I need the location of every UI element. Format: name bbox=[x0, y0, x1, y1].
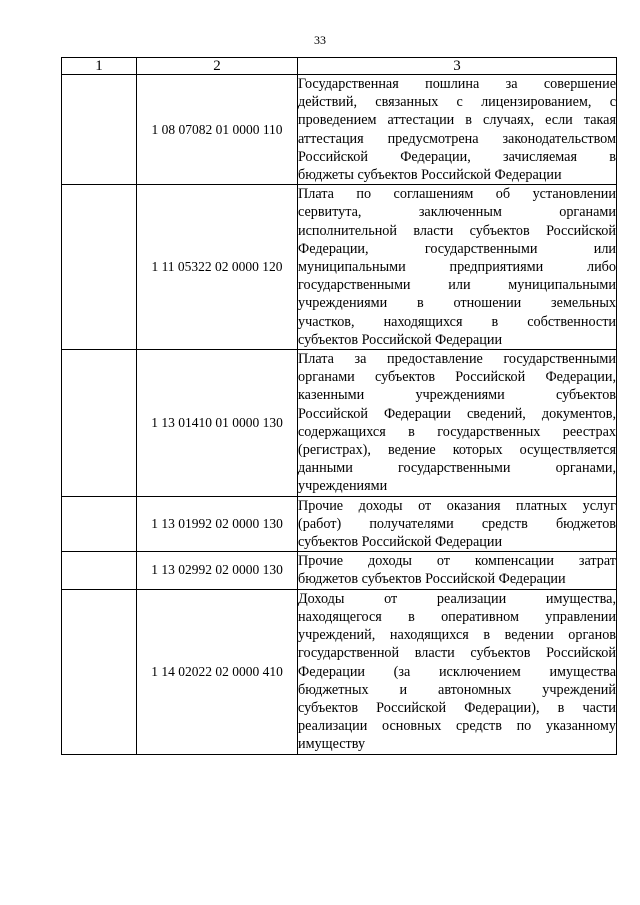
description-line: проведением аттестации в случаях, если такая bbox=[298, 112, 616, 129]
description-line: Федерации, государственными или bbox=[298, 240, 616, 257]
description-line: (регистрах), ведение которых осуществляется bbox=[298, 442, 616, 459]
revenue-description-cell bbox=[298, 496, 617, 552]
row-number-cell bbox=[62, 75, 137, 185]
revenue-description-cell bbox=[298, 75, 617, 185]
table-body bbox=[62, 75, 617, 755]
description-line: муниципальными предприятиями либо bbox=[298, 259, 616, 276]
description-line: исполнительной власти субъектов Российской bbox=[298, 222, 616, 239]
description-line: учреждениями bbox=[298, 478, 388, 495]
revenue-description-cell bbox=[298, 589, 617, 754]
description-line: бюджетов субъектов Российской Федерации bbox=[298, 571, 566, 588]
budget-code-cell: 1 13 01410 01 0000 130 bbox=[137, 350, 298, 497]
description-line: государственными или муниципальными bbox=[298, 277, 616, 294]
column-header-1: 1 bbox=[62, 58, 137, 75]
description-line: субъектов Российской Федерации bbox=[298, 534, 503, 551]
table-row bbox=[62, 185, 617, 350]
description-line: учреждениями в отношении земельных bbox=[298, 295, 616, 312]
description-line: Плата по соглашениям об установлении bbox=[298, 186, 616, 203]
table-row bbox=[62, 496, 617, 552]
revenue-description-cell bbox=[298, 350, 617, 497]
description-line: Российской Федерации сведений, документов, bbox=[298, 405, 616, 422]
description-line: сервитута, заключенным органами bbox=[298, 204, 616, 221]
description-line: государственной власти субъектов Российской bbox=[298, 645, 616, 662]
description-line: Государственная пошлина за совершение bbox=[298, 76, 616, 92]
table-row bbox=[62, 350, 617, 497]
column-header-2: 2 bbox=[137, 58, 298, 75]
budget-code-cell: 1 13 02992 02 0000 130 bbox=[137, 552, 298, 589]
description-line: Федерации (за исключением имущества bbox=[298, 663, 616, 680]
description-line: действий, связанных с лицензированием, с bbox=[298, 94, 616, 111]
row-number-cell bbox=[62, 589, 137, 754]
budget-code-cell: 1 14 02022 02 0000 410 bbox=[137, 589, 298, 754]
page-number: 33 bbox=[314, 33, 326, 47]
table-row bbox=[62, 75, 617, 185]
description-line: Российской Федерации, зачисляемая в bbox=[298, 148, 616, 165]
column-header-3: 3 bbox=[298, 58, 617, 75]
row-number-cell bbox=[62, 350, 137, 497]
description-line: аттестация предусмотрена законодательством bbox=[298, 130, 616, 147]
description-line: Доходы от реализации имущества, bbox=[298, 590, 616, 607]
revenue-description-cell bbox=[298, 185, 617, 350]
description-line: Прочие доходы от компенсации затрат bbox=[298, 553, 616, 570]
description-line: бюджетных и автономных учреждений bbox=[298, 681, 616, 698]
description-line: органами субъектов Российской Федерации, bbox=[298, 369, 616, 386]
description-line: содержащихся в государственных реестрах bbox=[298, 423, 616, 440]
description-line: Плата за предоставление государственными bbox=[298, 351, 616, 368]
description-line: реализации основных средств по указанному bbox=[298, 718, 616, 735]
description-line: участков, находящихся в собственности bbox=[298, 313, 616, 330]
table-row bbox=[62, 552, 617, 589]
description-line: Прочие доходы от оказания платных услуг bbox=[298, 497, 616, 514]
description-line: казенными учреждениями субъектов bbox=[298, 387, 616, 404]
table-row bbox=[62, 589, 617, 754]
row-number-cell bbox=[62, 552, 137, 589]
row-number-cell bbox=[62, 185, 137, 350]
budget-code-cell: 1 11 05322 02 0000 120 bbox=[137, 185, 298, 350]
description-line: имуществу bbox=[298, 736, 366, 753]
description-line: находящегося в оперативном управлении bbox=[298, 608, 616, 625]
description-line: (работ) получателями средств бюджетов bbox=[298, 515, 616, 532]
description-line: учреждений, находящихся в ведении органов bbox=[298, 627, 616, 644]
budget-code-cell: 1 08 07082 01 0000 110 bbox=[137, 75, 298, 185]
description-line: бюджеты субъектов Российской Федерации bbox=[298, 167, 562, 184]
description-line: субъектов Российской Федерации), в части bbox=[298, 699, 616, 716]
description-line: данными государственными органами, bbox=[298, 460, 616, 477]
budget-revenue-table bbox=[61, 57, 617, 755]
budget-code-cell: 1 13 01992 02 0000 130 bbox=[137, 496, 298, 552]
row-number-cell bbox=[62, 496, 137, 552]
table-header-row bbox=[62, 58, 617, 75]
revenue-description-cell bbox=[298, 552, 617, 589]
description-line: субъектов Российской Федерации bbox=[298, 331, 503, 348]
